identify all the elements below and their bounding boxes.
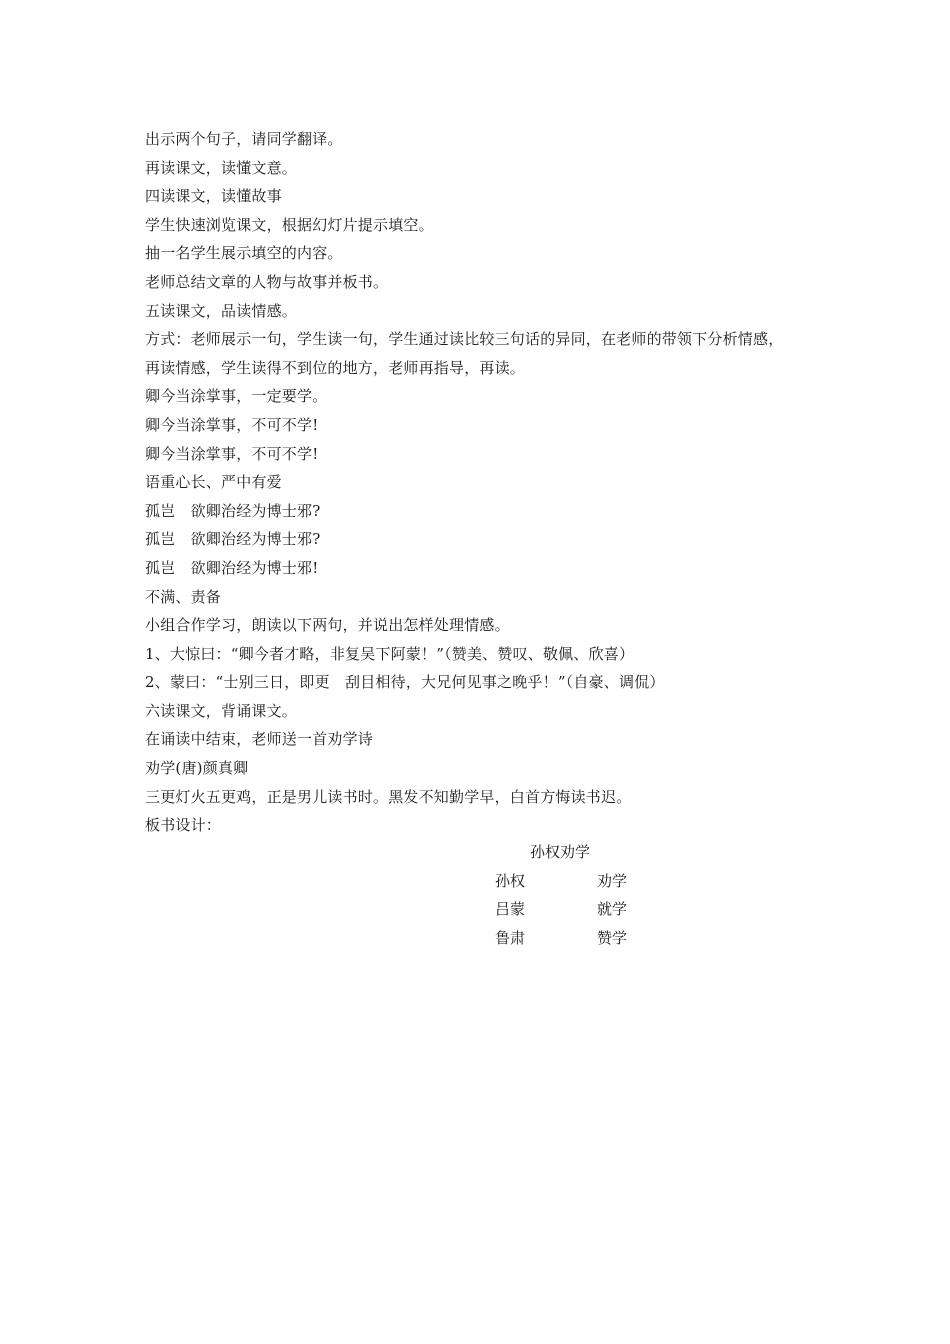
text-line: 小组合作学习，朗读以下两句，并说出怎样处理情感。 [145,616,510,635]
text-line: 老师总结文章的人物与故事并板书。 [145,272,389,291]
poem-text: 三更灯火五更鸡，正是男儿读书时。黑发不知勤学早，白首方悔读书迟。 [145,787,632,806]
poem-title: 劝学(唐)颜真卿 [145,759,249,778]
numbered-item: 2、蒙曰：“士别三日，即更 刮目相待，大兄何见事之晚乎！”（自豪、调侃） [145,673,665,692]
board-person: 鲁肃 [495,928,526,947]
board-design-label: 板书设计： [145,816,222,835]
quote-line: 卿今当涂掌事，不可不学! [145,444,319,463]
text-line: 再读课文，读懂文意。 [145,158,298,177]
numbered-item: 1、大惊曰：“卿今者才略，非复吴下阿蒙！”（赞美、赞叹、敬佩、欣喜） [145,644,635,663]
section-heading: 五读课文，品读情感。 [145,301,298,320]
quote-line: 卿今当涂掌事，不可不学! [145,415,319,434]
quote-line: 孤岂 欲卿治经为博士邪? [145,501,321,520]
emotion-note: 语重心长、严中有爱 [145,473,282,492]
emotion-note: 不满、责备 [145,587,222,606]
quote-line: 卿今当涂掌事，一定要学。 [145,387,328,406]
text-line: 出示两个句子，请同学翻译。 [145,130,343,148]
board-person: 孙权 [495,871,526,890]
section-heading: 四读课文，读懂故事 [145,187,282,206]
text-line: 在诵读中结束，老师送一首劝学诗 [145,730,374,749]
board-action: 就学 [597,900,628,919]
quote-line: 孤岂 欲卿治经为博士邪? [145,530,321,549]
method-paragraph: 方式：老师展示一句，学生读一句，学生通过读比较三句话的异同，在老师的带领下分析情感，再读情感，学生读得不到位的地方，老师再指导，再读。 [145,330,784,377]
text-line: 抽一名学生展示填空的内容。 [145,244,343,263]
board-title: 孙权劝学 [530,843,591,861]
text-line: 学生快速浏览课文，根据幻灯片提示填空。 [145,215,434,234]
board-action: 赞学 [597,928,628,947]
quote-line: 孤岂 欲卿治经为博士邪! [145,558,319,577]
board-action: 劝学 [597,871,628,890]
board-person: 吕蒙 [495,900,526,919]
lesson-body [145,125,790,840]
section-heading: 六读课文，背诵课文。 [145,701,298,720]
